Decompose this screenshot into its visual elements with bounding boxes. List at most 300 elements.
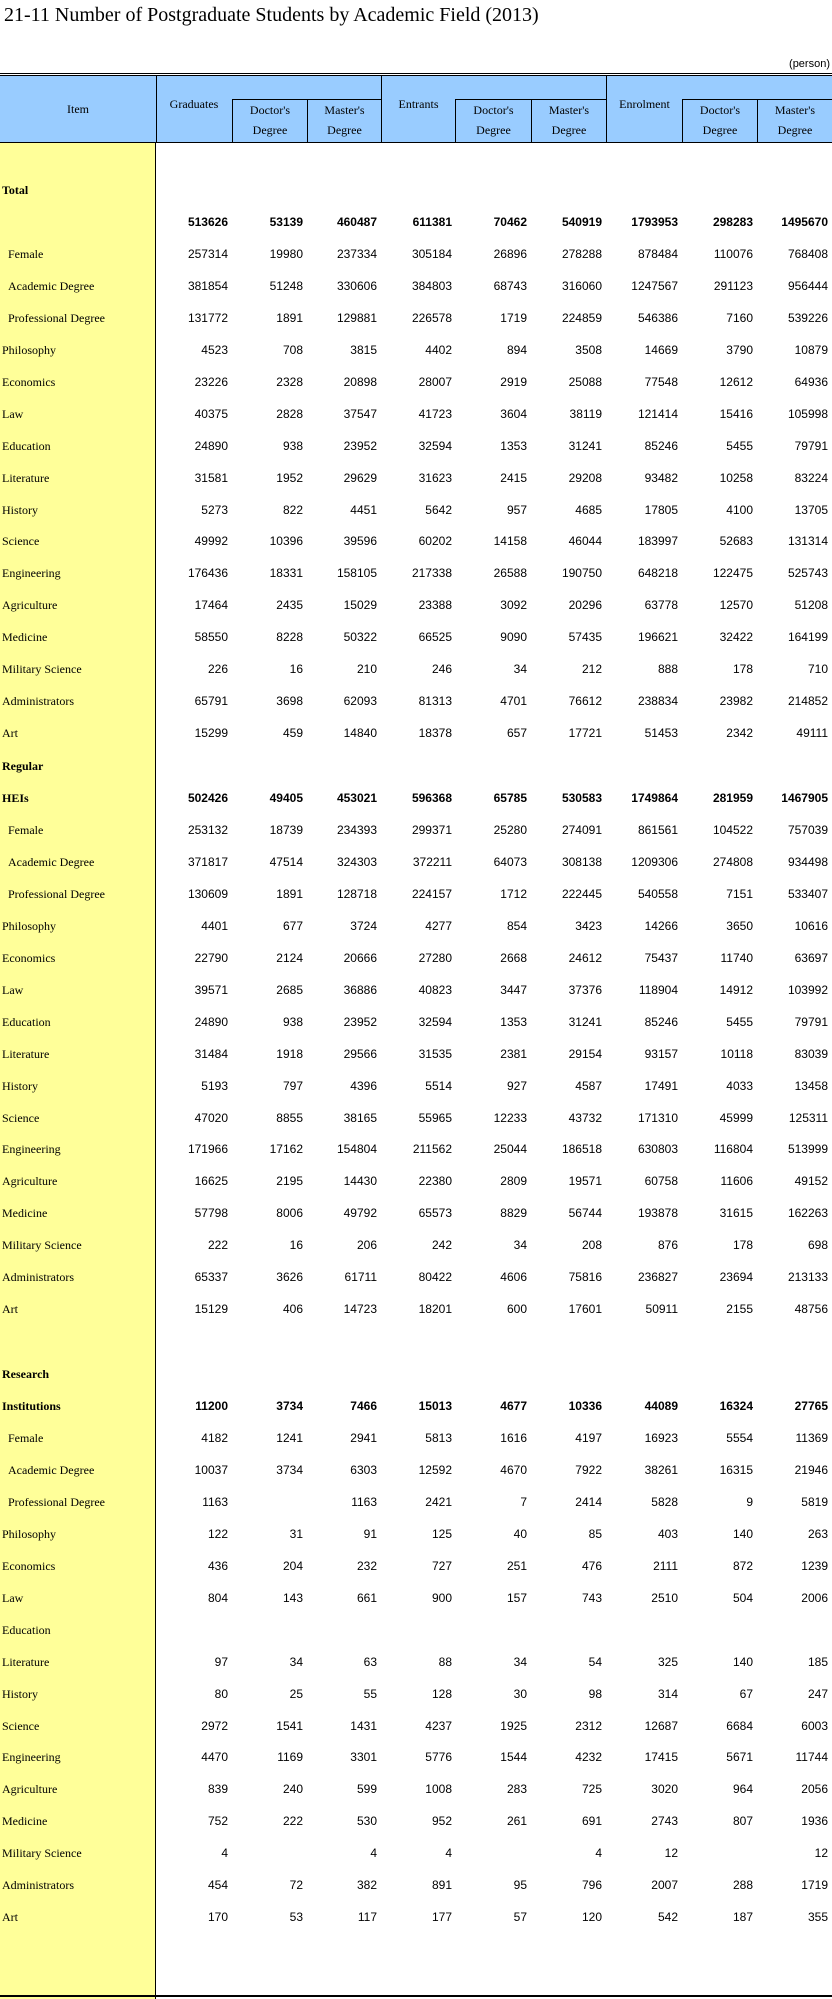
- row-label: Administrators: [2, 1270, 74, 1285]
- table-cell: 927: [506, 1078, 527, 1093]
- row-label: Science: [2, 1718, 40, 1733]
- row-label: Law: [2, 406, 24, 421]
- table-cell: 56744: [568, 1206, 602, 1221]
- table-cell: 222445: [561, 886, 602, 901]
- table-cell: 75816: [568, 1270, 602, 1285]
- table-row: [0, 1614, 832, 1646]
- table-cell: 24890: [194, 1014, 228, 1029]
- table-cell: 49405: [269, 791, 303, 805]
- table-cell: 44089: [644, 1399, 678, 1413]
- section-title: Research: [2, 1367, 50, 1382]
- table-cell: 178: [732, 1238, 753, 1253]
- header-masters-line1: Master's: [324, 103, 365, 117]
- table-cell: 38261: [644, 1462, 678, 1477]
- header-masters-line2: Degree: [777, 123, 813, 137]
- table-cell: 5514: [425, 1078, 452, 1093]
- table-cell: 796: [581, 1878, 602, 1893]
- table-cell: 4396: [350, 1078, 377, 1093]
- row-label: Military Science: [2, 1238, 82, 1253]
- table-cell: 224859: [561, 310, 602, 325]
- row-label: Engineering: [2, 1750, 61, 1765]
- table-cell: 1793953: [631, 214, 678, 229]
- table-cell: 60758: [644, 1174, 678, 1189]
- header-doctors-line1: Doctor's: [473, 103, 514, 117]
- table-cell: 50911: [645, 1302, 678, 1317]
- table-cell: 1616: [500, 1430, 527, 1445]
- table-row: [0, 366, 832, 398]
- header-graduates-masters: [307, 99, 381, 142]
- table-row: [0, 589, 832, 621]
- table-cell: 288: [732, 1878, 753, 1893]
- table-cell: 2155: [726, 1302, 753, 1317]
- table-cell: 12: [814, 1846, 828, 1861]
- table-cell: 2510: [651, 1590, 678, 1605]
- row-label: Administrators: [2, 1878, 74, 1893]
- table-cell: 18331: [269, 566, 303, 581]
- row-label: Law: [2, 1590, 24, 1605]
- table-cell: 186518: [561, 1142, 602, 1157]
- table-cell: 2414: [575, 1494, 602, 1509]
- table-row: [0, 782, 832, 814]
- table-cell: 222: [282, 1814, 303, 1829]
- table-cell: 49111: [796, 726, 828, 741]
- table-cell: 38119: [569, 406, 602, 421]
- table-cell: 23982: [719, 694, 753, 709]
- row-label: Economics: [2, 374, 56, 389]
- table-cell: 68743: [493, 278, 527, 293]
- table-cell: 38165: [343, 1110, 377, 1125]
- table-cell: 32594: [418, 1014, 452, 1029]
- section-title: Regular: [2, 759, 44, 774]
- header-graduates-doctors: [232, 99, 307, 142]
- table-cell: 77548: [644, 374, 678, 389]
- header-enrolment: Enrolment: [606, 76, 682, 142]
- table-cell: 32594: [418, 438, 452, 453]
- table-cell: 34: [513, 1654, 527, 1669]
- table-cell: 1353: [500, 438, 527, 453]
- table-cell: 708: [282, 342, 303, 357]
- table-cell: 957: [506, 502, 527, 517]
- table-cell: 15013: [418, 1399, 452, 1413]
- page-title: 21-11 Number of Postgraduate Students by Academic Field (2013): [4, 4, 539, 26]
- table-row: [0, 334, 832, 366]
- row-label: Law: [2, 982, 24, 997]
- table-cell: 97: [214, 1654, 228, 1669]
- table-cell: 530: [356, 1814, 377, 1829]
- table-cell: 65791: [194, 694, 228, 709]
- table-cell: 55: [363, 1686, 377, 1701]
- table-row: [0, 974, 832, 1006]
- table-cell: 10258: [719, 470, 753, 485]
- table-cell: 143: [282, 1590, 303, 1605]
- row-label: Female: [8, 246, 44, 261]
- row-label: Professional Degree: [8, 1494, 105, 1509]
- table-cell: 164199: [787, 630, 828, 645]
- header-masters-line2: Degree: [551, 123, 587, 137]
- table-cell: 2111: [653, 1558, 678, 1573]
- table-cell: 37376: [568, 982, 602, 997]
- table-cell: 72: [289, 1878, 303, 1893]
- table-cell: 8228: [276, 630, 303, 645]
- row-label: History: [2, 502, 38, 517]
- table-cell: 105998: [787, 406, 828, 421]
- table-cell: 51208: [794, 598, 828, 613]
- table-cell: 80: [214, 1686, 228, 1701]
- table-cell: 204: [282, 1558, 303, 1573]
- table-row: [0, 685, 832, 717]
- table-cell: 14266: [644, 918, 678, 933]
- table-cell: 657: [506, 726, 527, 741]
- table-cell: 85246: [644, 1014, 678, 1029]
- row-label: Administrators: [2, 694, 74, 709]
- table-cell: 238834: [637, 694, 678, 709]
- table-cell: 11200: [195, 1399, 228, 1413]
- table-cell: 807: [732, 1814, 753, 1829]
- table-row: [0, 942, 832, 974]
- table-cell: 2006: [801, 1590, 828, 1605]
- table-cell: 371817: [187, 854, 228, 869]
- table-cell: 2809: [500, 1174, 527, 1189]
- table-cell: 236827: [637, 1270, 678, 1285]
- table-cell: 91: [363, 1526, 377, 1541]
- table-cell: 403: [657, 1526, 678, 1541]
- table-cell: 710: [807, 662, 828, 677]
- table-cell: 3301: [350, 1750, 377, 1765]
- table-cell: 25: [289, 1686, 303, 1701]
- table-cell: 355: [807, 1910, 828, 1925]
- table-row: [0, 557, 832, 589]
- table-cell: 176436: [187, 566, 228, 581]
- table-cell: 247: [807, 1686, 828, 1701]
- table-cell: 274091: [561, 822, 602, 837]
- table-cell: 40823: [418, 982, 452, 997]
- table-cell: 242: [431, 1238, 452, 1253]
- table-cell: 4670: [500, 1462, 527, 1477]
- table-cell: 12612: [719, 374, 753, 389]
- table-cell: 854: [506, 918, 527, 933]
- table-cell: 17491: [644, 1078, 678, 1093]
- table-cell: 25088: [568, 374, 602, 389]
- table-cell: 3508: [575, 342, 602, 357]
- table-cell: 281959: [712, 791, 753, 805]
- table-cell: 39571: [194, 982, 228, 997]
- table-cell: 4232: [575, 1750, 602, 1765]
- table-cell: 677: [282, 918, 303, 933]
- table-cell: 213133: [787, 1270, 828, 1285]
- table-cell: 3423: [575, 918, 602, 933]
- table-cell: 1891: [276, 886, 303, 901]
- header-enrolment-doctors: [682, 99, 757, 142]
- table-cell: 4401: [201, 918, 228, 933]
- table-cell: 283: [506, 1782, 527, 1797]
- table-cell: 29154: [568, 1046, 602, 1061]
- table-cell: 2007: [651, 1878, 678, 1893]
- table-cell: 17721: [568, 726, 602, 741]
- table-cell: 952: [431, 1814, 452, 1829]
- table-cell: 330606: [336, 278, 377, 293]
- table-cell: 116804: [713, 1142, 753, 1157]
- table-cell: 214852: [787, 694, 828, 709]
- table-cell: 49152: [794, 1174, 828, 1189]
- table-cell: 1163: [351, 1494, 377, 1509]
- table-cell: 25044: [493, 1142, 527, 1157]
- table-cell: 23952: [343, 438, 377, 453]
- table-cell: 1353: [500, 1014, 527, 1029]
- table-cell: 4: [595, 1846, 602, 1861]
- header-entrants: Entrants: [381, 76, 455, 142]
- table-cell: 2124: [276, 950, 303, 965]
- table-cell: 9090: [500, 630, 527, 645]
- row-label: Engineering: [2, 1142, 61, 1157]
- table-cell: 251: [506, 1558, 527, 1573]
- table-cell: 140: [732, 1654, 753, 1669]
- table-cell: 13705: [794, 502, 828, 517]
- table-cell: 81313: [418, 694, 452, 709]
- table-cell: 64936: [794, 374, 828, 389]
- table-cell: 661: [356, 1590, 377, 1605]
- table-cell: 4: [221, 1846, 228, 1861]
- table-cell: 822: [282, 502, 303, 517]
- table-cell: 24890: [194, 438, 228, 453]
- row-label: Medicine: [2, 630, 48, 645]
- table-row: [0, 174, 832, 206]
- table-cell: 93482: [644, 470, 678, 485]
- table-cell: 222: [207, 1238, 228, 1253]
- table-cell: 83039: [794, 1046, 828, 1061]
- table-cell: 129881: [336, 310, 377, 325]
- table-cell: 110076: [713, 246, 753, 261]
- table-cell: 17805: [644, 502, 678, 517]
- table-cell: 55965: [418, 1110, 452, 1125]
- table-cell: 1008: [425, 1782, 452, 1797]
- table-cell: 459: [282, 726, 303, 741]
- row-label: Art: [2, 1910, 18, 1925]
- table-cell: 4685: [575, 502, 602, 517]
- table-cell: 12687: [644, 1718, 678, 1733]
- table-cell: 217338: [411, 566, 452, 581]
- table-cell: 45999: [719, 1110, 753, 1125]
- table-cell: 1719: [801, 1878, 828, 1893]
- table-cell: 454: [207, 1878, 228, 1893]
- table-cell: 85246: [644, 438, 678, 453]
- table-cell: 171966: [187, 1142, 228, 1157]
- table-cell: 2941: [350, 1430, 377, 1445]
- table-cell: 546386: [637, 310, 678, 325]
- table-cell: 4: [445, 1846, 452, 1861]
- table-cell: 211562: [412, 1142, 452, 1157]
- table-cell: 3604: [500, 406, 527, 421]
- header-masters-line1: Master's: [548, 103, 590, 117]
- table-cell: 83224: [794, 470, 828, 485]
- table-cell: 31615: [719, 1206, 753, 1221]
- table-cell: 2195: [276, 1174, 303, 1189]
- table-row: [0, 1261, 832, 1293]
- table-cell: 453021: [336, 791, 377, 805]
- table-row: [0, 430, 832, 462]
- table-cell: 476: [581, 1558, 602, 1573]
- table-cell: 31623: [418, 470, 452, 485]
- table-cell: 725: [581, 1782, 602, 1797]
- table-cell: 530583: [561, 791, 602, 805]
- table-cell: 14158: [493, 534, 527, 549]
- table-row: [0, 1165, 832, 1197]
- header-entrants-doctors: [455, 99, 531, 142]
- table-cell: 14840: [343, 726, 377, 741]
- table-cell: 40375: [194, 406, 228, 421]
- row-label: Professional Degree: [8, 886, 105, 901]
- table-cell: 878484: [637, 246, 678, 261]
- header-doctors-line2: Degree: [476, 123, 511, 137]
- row-label: Philosophy: [2, 918, 57, 933]
- table-cell: 130609: [187, 886, 228, 901]
- table-cell: 29629: [343, 470, 377, 485]
- row-label: Academic Degree: [8, 278, 95, 293]
- table-cell: 2919: [500, 374, 527, 389]
- table-cell: 10336: [568, 1399, 602, 1413]
- table-cell: 291123: [713, 278, 753, 293]
- table-cell: 121414: [637, 406, 678, 421]
- table-cell: 46044: [568, 534, 602, 549]
- table-row: [0, 1422, 832, 1454]
- table-cell: 75437: [644, 950, 678, 965]
- table-row: [0, 1197, 832, 1229]
- table-cell: 34: [513, 1238, 527, 1253]
- table-cell: 1169: [277, 1750, 303, 1765]
- table-cell: 533407: [787, 886, 828, 901]
- table-row: [0, 1293, 832, 1325]
- table-cell: 17601: [568, 1302, 602, 1317]
- row-label: Academic Degree: [8, 854, 95, 869]
- table-cell: 11744: [795, 1750, 828, 1765]
- row-label: Total: [2, 183, 29, 197]
- table-cell: 16324: [719, 1399, 753, 1413]
- table-cell: 894: [506, 342, 527, 357]
- table-cell: 7922: [575, 1462, 602, 1477]
- table-cell: 12: [664, 1846, 678, 1861]
- table-cell: 226578: [411, 310, 452, 325]
- table-cell: 64073: [493, 854, 527, 869]
- table-cell: 504: [732, 1590, 753, 1605]
- table-cell: 26588: [493, 566, 527, 581]
- table-cell: 10037: [194, 1462, 228, 1477]
- table-cell: 460487: [336, 214, 377, 229]
- table-cell: 31535: [418, 1046, 452, 1061]
- table-cell: 14723: [343, 1302, 377, 1317]
- table-cell: 23388: [418, 598, 452, 613]
- table-row: [0, 206, 832, 238]
- table-cell: 4523: [201, 342, 228, 357]
- table-cell: 14912: [719, 982, 753, 997]
- table-cell: 797: [282, 1078, 303, 1093]
- table-cell: 66525: [418, 630, 452, 645]
- table-cell: 15416: [719, 406, 753, 421]
- row-label: Literature: [2, 470, 50, 485]
- table-row: [0, 1550, 832, 1582]
- table-cell: 7160: [726, 310, 753, 325]
- table-cell: 752: [207, 1814, 228, 1829]
- table-cell: 540558: [637, 886, 678, 901]
- table-cell: 539226: [787, 310, 828, 325]
- table-row: [0, 1390, 832, 1422]
- table-cell: 12592: [418, 1462, 452, 1477]
- table-cell: 1163: [202, 1494, 228, 1509]
- table-cell: 224157: [411, 886, 452, 901]
- table-cell: 32422: [719, 630, 753, 645]
- row-label: Female: [8, 822, 44, 837]
- table-cell: 5819: [801, 1494, 828, 1509]
- table-cell: 274808: [712, 854, 753, 869]
- table-cell: 31581: [194, 470, 228, 485]
- table-cell: 27765: [794, 1399, 828, 1413]
- table-cell: 1891: [276, 310, 303, 325]
- table-cell: 12570: [719, 598, 753, 613]
- table-row: [0, 238, 832, 270]
- table-cell: 1209306: [631, 854, 678, 869]
- table-cell: 4197: [575, 1430, 602, 1445]
- table-cell: 876: [657, 1238, 678, 1253]
- table-cell: 54: [588, 1654, 602, 1669]
- table-cell: 5776: [425, 1750, 452, 1765]
- table-row: [0, 878, 832, 910]
- table-cell: 861561: [637, 822, 678, 837]
- table-cell: 888: [657, 662, 678, 677]
- table-cell: 13458: [794, 1078, 828, 1093]
- row-label: Philosophy: [2, 342, 57, 357]
- table-cell: 5642: [425, 502, 452, 517]
- table-cell: 37547: [343, 406, 377, 421]
- row-label: Medicine: [2, 1814, 48, 1829]
- row-label: Agriculture: [2, 1782, 58, 1797]
- row-label: Literature: [2, 1046, 50, 1061]
- row-label: Agriculture: [2, 598, 58, 613]
- table-row: [0, 1006, 832, 1038]
- table-cell: 325: [657, 1654, 678, 1669]
- table-cell: 14669: [644, 342, 678, 357]
- table-cell: 3650: [726, 918, 753, 933]
- table-cell: 93157: [644, 1046, 678, 1061]
- table-cell: 3626: [276, 1270, 303, 1285]
- table-cell: 2328: [276, 374, 303, 389]
- table-cell: 49792: [343, 1206, 377, 1221]
- table-cell: 4677: [500, 1399, 527, 1413]
- table-cell: 39596: [343, 534, 377, 549]
- table-cell: 14430: [343, 1174, 377, 1189]
- table-cell: 190750: [561, 566, 602, 581]
- table-cell: 154804: [336, 1142, 377, 1157]
- row-label: Academic Degree: [8, 1462, 95, 1477]
- table-cell: 193878: [637, 1206, 678, 1221]
- row-label: Agriculture: [2, 1174, 58, 1189]
- table-row: [0, 1773, 832, 1805]
- table-cell: 6684: [726, 1718, 753, 1733]
- table-row: [0, 1805, 832, 1837]
- table-cell: 70462: [493, 214, 527, 229]
- header-doctors-line2: Degree: [702, 123, 738, 137]
- header-masters-line2: Degree: [327, 123, 362, 137]
- table-cell: 178: [732, 662, 753, 677]
- table-cell: 630803: [637, 1142, 678, 1157]
- table-cell: 16: [289, 662, 303, 677]
- table-cell: 210: [356, 662, 377, 677]
- table-cell: 308138: [561, 854, 602, 869]
- table-cell: 17415: [644, 1750, 678, 1765]
- table-cell: 3734: [276, 1462, 303, 1477]
- row-label: Education: [2, 1622, 51, 1637]
- table-cell: 502426: [187, 791, 228, 805]
- table-cell: 540919: [561, 214, 602, 229]
- table-cell: 596368: [411, 791, 452, 805]
- table-cell: 2828: [276, 406, 303, 421]
